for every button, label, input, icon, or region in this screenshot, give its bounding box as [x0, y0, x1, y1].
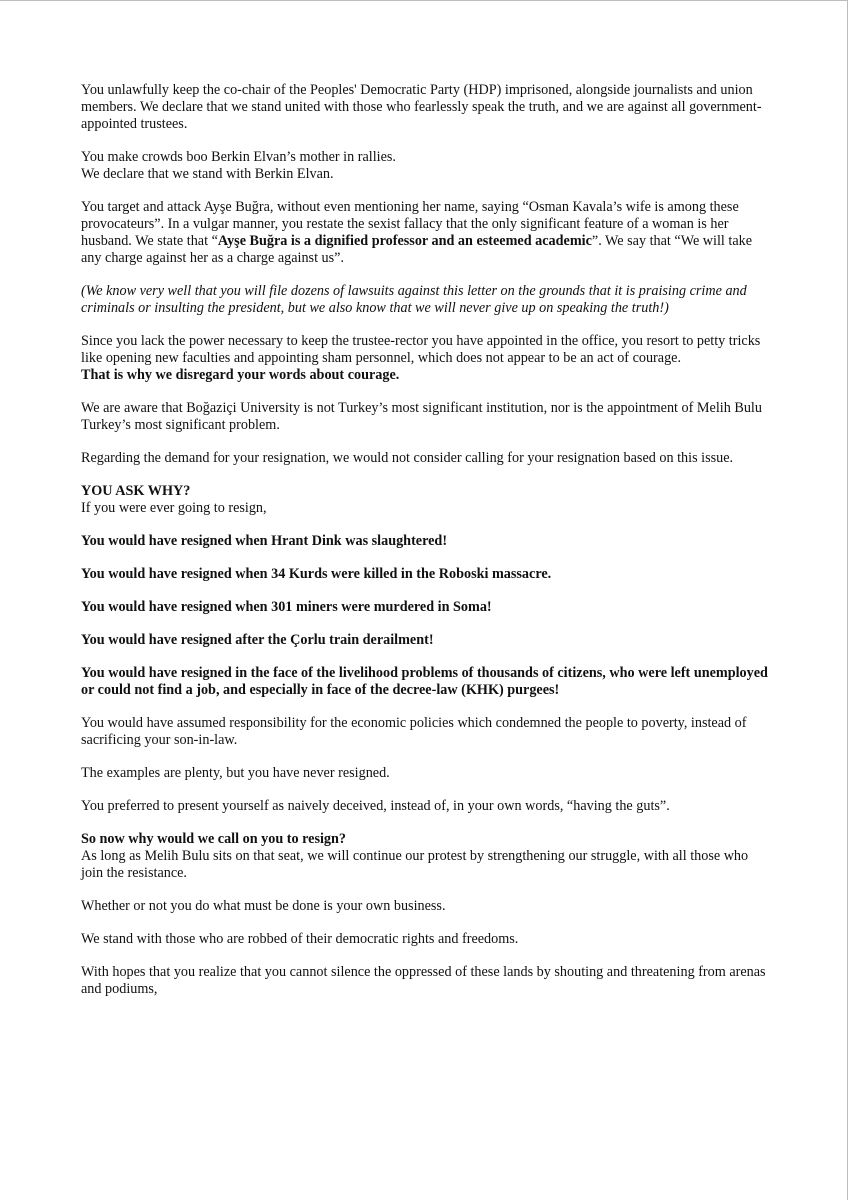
paragraph-closing: With hopes that you realize that you cannot silence the oppressed of these lands by shouting and threatening from arenas and podiums,: [81, 964, 766, 997]
paragraph-courage: [81, 333, 771, 384]
paragraph-resignation-demand: Regarding the demand for your resignation, we would not consider calling for your resignation based on this issue.: [81, 450, 734, 466]
resigned-corlu: You would have resigned after the Çorlu train derailment!: [81, 632, 434, 648]
resigned-roboski: You would have resigned when 34 Kurds were killed in the Roboski massacre.: [81, 566, 552, 582]
paragraph-having-the-guts: You preferred to present yourself as naively deceived, instead of, in your own words, “having the guts”.: [81, 798, 670, 814]
why-call-resign-heading: So now why would we call on you to resign?: [81, 831, 347, 847]
paragraph-lawsuits-italic: (We know very well that you will file dozens of lawsuits against this letter on the grounds that it is praising crime and criminals or insulting the president, but we also know that we will never give up on speaking the truth!): [81, 283, 747, 316]
letter-body: [81, 82, 771, 998]
ayse-bugra-text-1: You target and attack Ayşe Buğra, without even mentioning her name, saying “Osman Kavala’s wife is among these provocateurs”. In a vulgar manner, you restate the sexist fallacy that the only significant feature of a woman is her husband. We state that “: [81, 199, 739, 249]
paragraph-ayse-bugra: [81, 199, 771, 267]
you-ask-why-heading: YOU ASK WHY?: [81, 483, 191, 499]
courage-text: Since you lack the power necessary to keep the trustee-rector you have appointed in the office, you resort to petty tricks like opening new faculties and appointing sham personnel, which does not appear to be an act of courage.: [81, 333, 761, 366]
paragraph-own-business: Whether or not you do what must be done is your own business.: [81, 898, 446, 914]
ayse-bugra-text-2: ”. We say that “We will take any charge against her as a charge against us”.: [81, 233, 753, 266]
berkin-elvan-line-1: You make crowds boo Berkin Elvan’s mother in rallies.: [81, 149, 396, 165]
paragraph-hdp: You unlawfully keep the co-chair of the Peoples' Democratic Party (HDP) imprisoned, alongside journalists and union members. We declare that we stand united with those who fearlessly speak the truth, and we are against all government-appointed trustees.: [81, 82, 762, 132]
page-edge-top: [0, 0, 848, 1]
you-ask-why-text: If you were ever going to resign,: [81, 500, 267, 516]
ayse-bugra-bold-quote: Ayşe Buğra is a dignified professor and an esteemed academic: [217, 233, 592, 249]
paragraph-economic-policies: You would have assumed responsibility for the economic policies which condemned the people to poverty, instead of sacrificing your son-in-law.: [81, 715, 747, 748]
resigned-hrant-dink: You would have resigned when Hrant Dink was slaughtered!: [81, 533, 448, 549]
paragraph-you-ask-why: [81, 483, 771, 517]
resigned-khk-purgees: You would have resigned in the face of the livelihood problems of thousands of citizens, who were left unemployed or could not find a job, and especially in face of the decree-law (KHK) purgees!: [81, 665, 768, 698]
paragraph-berkin-elvan: [81, 149, 771, 183]
paragraph-examples-plenty: The examples are plenty, but you have never resigned.: [81, 765, 390, 781]
courage-bold-line: That is why we disregard your words about courage.: [81, 367, 400, 383]
paragraph-bogazici: We are aware that Boğaziçi University is not Turkey’s most significant institution, nor is the appointment of Melih Bulu Turkey’s most significant problem.: [81, 400, 762, 433]
berkin-elvan-line-2: We declare that we stand with Berkin Elvan.: [81, 166, 334, 182]
paragraph-democratic-rights: We stand with those who are robbed of their democratic rights and freedoms.: [81, 931, 519, 947]
paragraph-why-call-resign: [81, 831, 771, 882]
why-call-resign-text: As long as Melih Bulu sits on that seat, we will continue our protest by strengthening our struggle, with all those who join the resistance.: [81, 848, 749, 881]
resigned-soma: You would have resigned when 301 miners were murdered in Soma!: [81, 599, 492, 615]
